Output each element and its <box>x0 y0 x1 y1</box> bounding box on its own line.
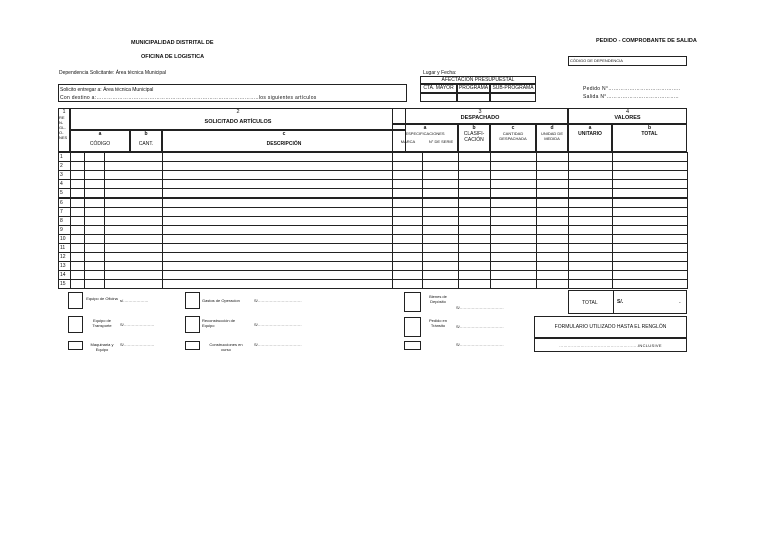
footer-section <box>58 290 687 360</box>
row-number: 1 <box>58 152 71 162</box>
col3c-header <box>490 124 536 152</box>
budget-program-value[interactable] <box>457 93 490 102</box>
col3d-label: UNIDAD DE MEDIDA <box>540 131 563 141</box>
table-row <box>58 234 687 243</box>
row-number: 14 <box>58 270 71 280</box>
delivery-box <box>58 84 407 102</box>
row-number: 10 <box>58 234 71 244</box>
col3c-label: CANTIDAD DESPACHADA <box>499 131 527 141</box>
table-row <box>58 198 687 207</box>
row-number: 2 <box>58 161 71 171</box>
table-row <box>58 261 687 270</box>
col4b-letter: b <box>647 125 652 131</box>
col2c-letter: c <box>282 131 286 137</box>
col4a-label: UNITARIO <box>578 131 602 137</box>
order-number: Pedido N°………………………………….. <box>583 86 681 92</box>
col1-header <box>58 108 70 152</box>
transit-order-checkbox[interactable] <box>404 317 421 337</box>
equipment-reconstruction-value: S/…………………………… <box>254 322 302 327</box>
dependency-code-label: CÓDIGO DE DEPENDENCIA <box>570 58 623 63</box>
document-title: PEDIDO - COMPROBANTE DE SALIDA <box>596 38 697 44</box>
col4b-label: TOTAL <box>641 131 658 137</box>
form-used-label: FORMULARIO UTILIZADO HASTA EL RENGLÓN <box>554 324 667 330</box>
items-table <box>58 108 687 289</box>
other-checkbox[interactable] <box>404 341 421 350</box>
col4b-header <box>612 124 687 152</box>
equipment-reconstruction-label: Reconstrucción de Equipo <box>202 318 236 328</box>
transport-equipment-checkbox[interactable] <box>68 316 83 333</box>
col2-number: 2 <box>236 109 240 115</box>
col2b-header <box>130 130 162 152</box>
municipality-title: MUNICIPALIDAD DISTRITAL DE <box>131 40 214 46</box>
deposit-goods-checkbox[interactable] <box>404 292 421 312</box>
table-cell[interactable] <box>422 279 459 289</box>
total-dash: - <box>679 300 681 306</box>
col4a-letter: a <box>588 125 592 131</box>
table-row <box>58 179 687 188</box>
constructions-checkbox[interactable] <box>185 341 200 350</box>
col3a-serial: N° DE SERIE <box>428 139 454 144</box>
budget-col-program: PROGRAMA <box>458 85 489 91</box>
operation-expenses-label: Gastos de Operacion <box>202 298 240 303</box>
office-equipment-label: Equipo de Oficina <box>86 296 118 301</box>
total-currency: S/. <box>617 299 624 305</box>
col4-number: 4 <box>625 109 630 115</box>
inclusive-box <box>534 338 687 352</box>
budget-box <box>420 76 536 102</box>
col2a-label: CÓDIGO <box>89 141 111 147</box>
table-cell[interactable] <box>162 279 393 289</box>
col2b-letter: b <box>144 131 148 137</box>
table-row <box>58 270 687 279</box>
budget-title: AFECTACIÓN PRESUPUESTAL <box>420 76 536 84</box>
transport-equipment-value: S/………………….. <box>120 322 155 327</box>
col3a-label: ESPECIFICACIONES <box>405 131 445 136</box>
budget-cta-value[interactable] <box>420 93 457 102</box>
operation-expenses-value: S/…………………………… <box>254 298 302 303</box>
budget-subprogram-value[interactable] <box>490 93 536 102</box>
col3c-letter: c <box>511 125 515 131</box>
row-number: 4 <box>58 179 71 189</box>
deposit-goods-label: Bienes de Depósito <box>429 294 447 304</box>
destined-line: Con destino a:………………………………………………………………………………..los siguientes artículos <box>60 95 317 101</box>
row-number: 11 <box>58 243 71 253</box>
machinery-label: Maquinaria y Equipo <box>90 342 114 352</box>
col2c-header <box>162 130 406 152</box>
row-number: 9 <box>58 225 71 235</box>
col3a-header <box>392 124 458 152</box>
col3-header <box>392 108 568 124</box>
col3-number: 3 <box>478 109 482 115</box>
col1-label: RE N- GL- O- NES <box>59 115 68 140</box>
place-date-line: Lugar y Fecha: <box>423 70 457 76</box>
row-number: 13 <box>58 261 71 271</box>
machinery-checkbox[interactable] <box>68 341 83 350</box>
col4-title: VALORES <box>614 115 641 121</box>
table-cell[interactable] <box>104 279 163 289</box>
row-number: 15 <box>58 279 71 289</box>
table-row <box>58 225 687 234</box>
office-title: OFICINA DE LOGISTICA <box>141 54 205 60</box>
total-label: TOTAL <box>582 300 598 306</box>
col3a-brand: MARCA <box>400 139 416 144</box>
table-row <box>58 161 687 170</box>
row-number: 8 <box>58 216 71 226</box>
col3-title: DESPACHADO <box>460 115 500 121</box>
table-cell[interactable] <box>568 279 613 289</box>
table-row <box>58 243 687 252</box>
table-row <box>58 279 687 288</box>
row-number: 3 <box>58 170 71 180</box>
col3d-header <box>536 124 568 152</box>
form-used-box <box>534 316 687 338</box>
table-cell[interactable] <box>70 279 85 289</box>
table-cell[interactable] <box>392 279 423 289</box>
col2a-header <box>70 130 130 152</box>
other-value: S/…………………………… <box>456 342 504 347</box>
table-row <box>58 188 687 197</box>
col4-header <box>568 108 687 124</box>
table-cell[interactable] <box>458 279 491 289</box>
col2a-letter: a <box>98 131 102 137</box>
col2b-label: CANT. <box>138 141 154 147</box>
row-number: 12 <box>58 252 71 262</box>
table-cell[interactable] <box>490 279 537 289</box>
table-row <box>58 216 687 225</box>
deliver-to-line: Solicito entregar a: Área técnica Municipal <box>60 87 154 93</box>
table-cell[interactable] <box>84 279 105 289</box>
transport-equipment-label: Equipo de Transporte <box>92 318 112 328</box>
row-number: 6 <box>58 198 71 208</box>
equipment-reconstruction-checkbox[interactable] <box>185 316 200 333</box>
total-box <box>568 290 687 314</box>
table-row <box>58 207 687 216</box>
col4a-header <box>568 124 612 152</box>
col3b-letter: b <box>472 125 476 131</box>
budget-col-subprogram: SUB-PROGRAMA <box>490 84 536 93</box>
constructions-value: S/…………………………… <box>254 342 302 347</box>
inclusive-line: ……………………………………………….INCLUSIVE <box>559 343 662 348</box>
constructions-label: Construcciones en curso <box>209 342 243 352</box>
row-number: 5 <box>58 188 71 198</box>
machinery-value: S/………………….. <box>120 342 155 347</box>
office-equipment-value: s/………………. <box>120 298 149 303</box>
deposit-goods-value: S/…………………………… <box>456 305 504 310</box>
transit-order-label: Pedido en Tránsito <box>428 318 447 328</box>
budget-col-cta: CTA. MAYOR <box>420 84 457 93</box>
table-cell[interactable] <box>612 279 688 289</box>
col3d-letter: d <box>550 125 554 131</box>
col2-header <box>70 108 406 130</box>
row-number: 7 <box>58 207 71 217</box>
dependency-code-box[interactable] <box>568 56 687 66</box>
col1-number: 1 <box>62 109 66 115</box>
requester-line: Dependencia Solicitante: Área técnica Municipal <box>59 70 167 76</box>
office-equipment-checkbox[interactable] <box>68 292 83 309</box>
table-row <box>58 170 687 179</box>
transit-order-value: S/…………………………… <box>456 324 504 329</box>
table-row <box>58 252 687 261</box>
col2c-label: DESCRIPCIÓN <box>266 141 302 147</box>
table-cell[interactable] <box>536 279 569 289</box>
col3b-header <box>458 124 490 152</box>
col3a-letter: a <box>423 125 427 131</box>
table-row <box>58 152 687 161</box>
operation-expenses-checkbox[interactable] <box>185 292 200 309</box>
col3b-label: CLASIFI- CACIÓN <box>463 131 485 143</box>
exit-number: Salida N°………………………………….. <box>583 94 679 100</box>
col2-title: SOLICITADO ARTÍCULOS <box>204 119 272 125</box>
